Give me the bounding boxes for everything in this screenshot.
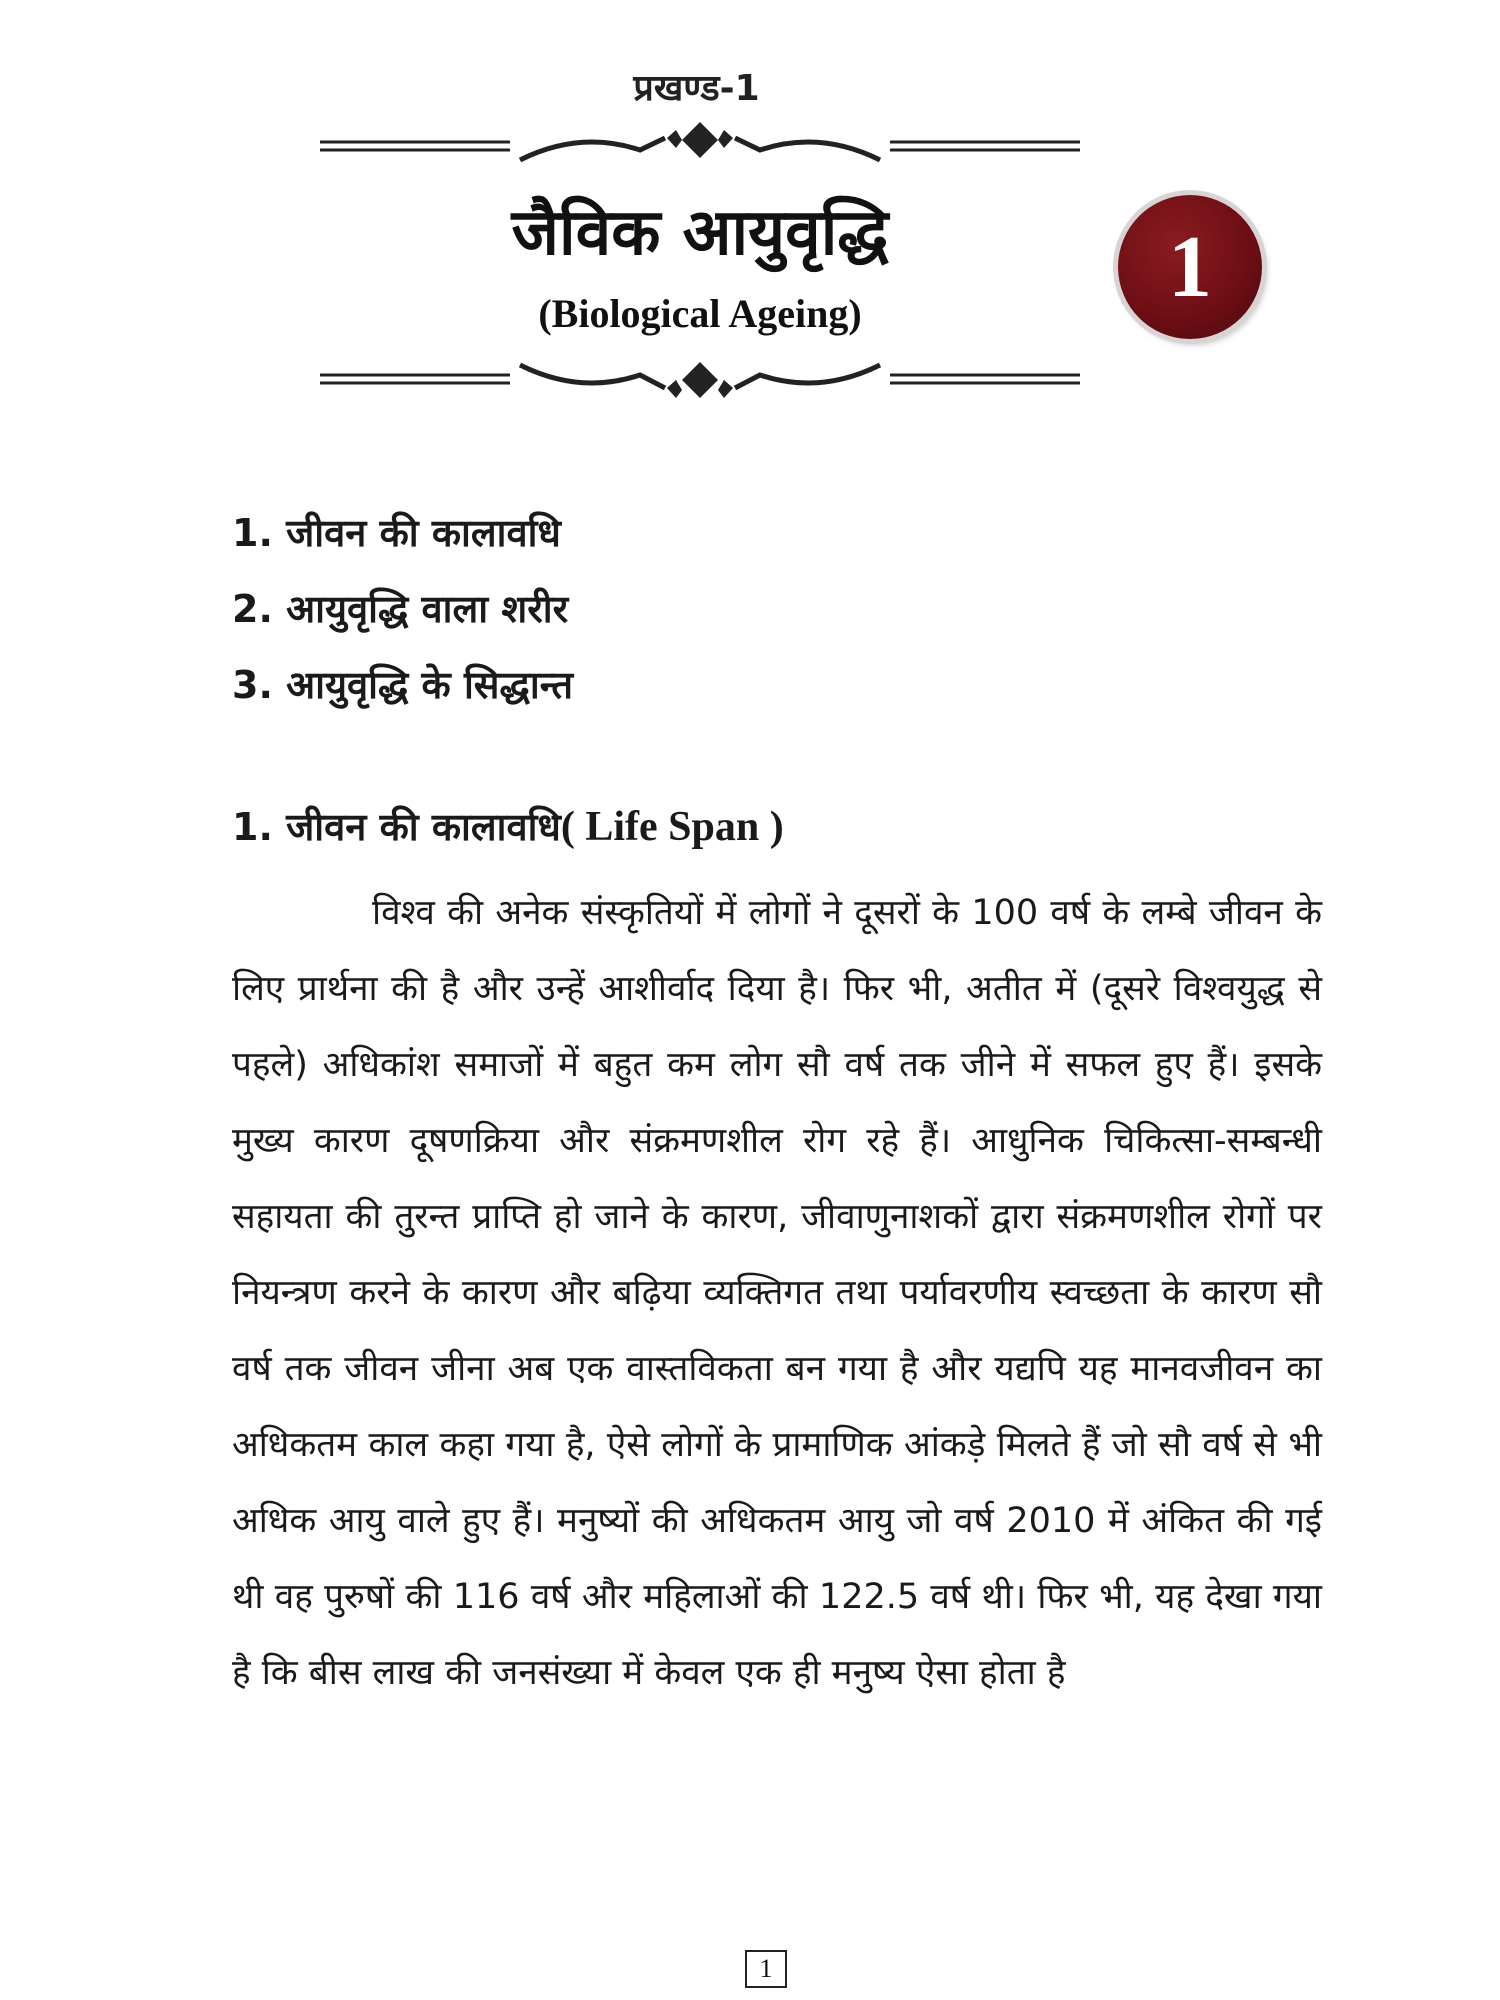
toc-item: 1. जीवन की कालावधि [232, 511, 561, 555]
bottom-ornament-divider [320, 350, 1080, 420]
body-paragraph: विश्व की अनेक संस्कृतियों में लोगों ने दूसरों के 100 वर्ष के लम्बे जीवन के लिए प्रार्थना की है और उन्हें आशीर्वाद दिया है। फिर भी, अतीत में (दूसरे विश्वयुद्ध से पहले) अधिकांश समाजों में बहुत कम लोग सौ वर्ष तक जीने में सफल हुए हैं। इसके मुख्य कारण दूषणक्रिया और संक्रमणशील रोग रहे हैं। आधुनिक चिकित्सा-सम्बन्धी सहायता की तुरन्त प्राप्ति हो जाने के कारण, जीवाणुनाशकों द्वारा संक्रमणशील रोगों पर नियन्त्रण करने के कारण और बढ़िया व्यक्तिगत तथा पर्यावरणीय स्वच्छता के कारण सौ वर्ष तक जीवन जीना अब एक वास्तविकता बन गया है और यद्यपि यह मानवजीवन का अधिकतम काल कहा गया है, ऐसे लोगों के प्रामाणिक आंकड़े मिलते हैं जो सौ वर्ष से भी अधिक आयु वाले हुए हैं। मनुष्यों की अधिकतम आयु जो वर्ष 2010 में अंकित की गई थी वह पुरुषों की 116 वर्ष और महिलाओं की 122.5 वर्ष थी। फिर भी, यह देखा गया है कि बीस लाख की जनसंख्या में केवल एक ही मनुष्य ऐसा होता है [232, 893, 1322, 1693]
section-heading [232, 800, 1332, 852]
chapter-subtitle: (Biological Ageing) [538, 291, 862, 336]
section-heading-english: ( Life Span ) [560, 804, 784, 850]
toc-item: 3. आयुवृद्धि के सिद्धान्त [232, 663, 574, 707]
chapter-number-badge [1118, 195, 1262, 339]
chapter-title: जैविक आयुवृद्धि [511, 196, 889, 270]
chapter-contents-list [232, 495, 1132, 723]
toc-item: 2. आयुवृद्धि वाला शरीर [232, 587, 569, 631]
section-heading-hindi: 1. जीवन की कालावधि [232, 805, 561, 849]
page-number: 1 [745, 1950, 787, 1988]
section-label: प्रखण्ड-1 [633, 68, 760, 109]
chapter-number: 1 [1168, 218, 1212, 316]
top-ornament-divider [320, 120, 1080, 190]
